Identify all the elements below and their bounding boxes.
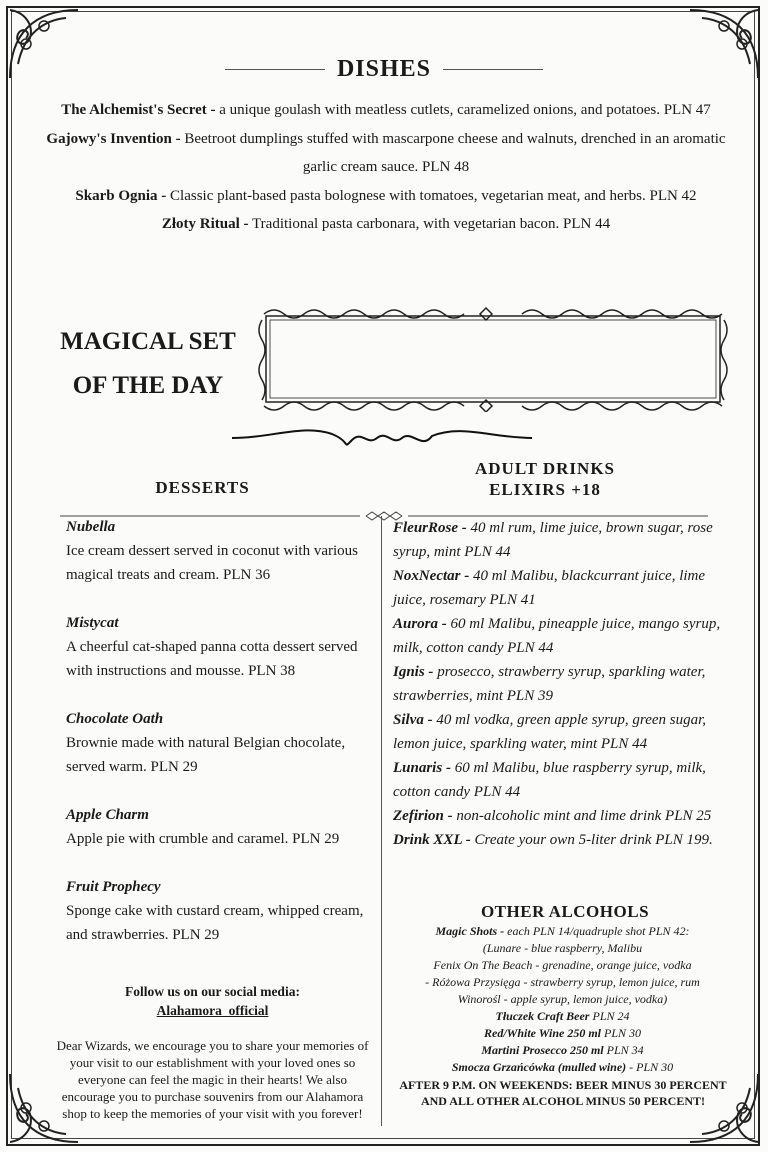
drink-desc: 40 ml rum, lime juice, brown sugar, rose syrup, mint PLN 44 xyxy=(393,520,713,560)
dessert-desc: Ice cream dessert served in coconut with various magical treats and cream. PLN 36 xyxy=(66,543,358,583)
dessert-item xyxy=(66,707,378,779)
dessert-name: Fruit Prophecy xyxy=(66,879,161,895)
drink-item xyxy=(393,804,723,828)
drink-item xyxy=(393,660,723,708)
dessert-item xyxy=(66,611,378,683)
dessert-item xyxy=(66,875,378,947)
alcohol-price: - PLN 30 xyxy=(629,1060,674,1074)
dish-desc: a unique goulash with meatless cutlets, caramelized onions, and potatoes. PLN 47 xyxy=(219,102,711,118)
magical-set-frame xyxy=(258,306,728,412)
magical-set-title xyxy=(50,320,246,408)
other-alcohols-heading: OTHER ALCOHOLS xyxy=(480,902,650,921)
dessert-desc: A cheerful cat-shaped panna cotta dessert served with instructions and mousse. PLN 38 xyxy=(66,639,358,679)
dessert-name: Mistycat xyxy=(66,615,119,631)
dish-item xyxy=(38,182,734,211)
desserts-list xyxy=(66,515,378,971)
drink-item xyxy=(393,828,723,852)
drink-item xyxy=(393,516,723,564)
alcohol-item xyxy=(390,1059,735,1076)
dessert-item xyxy=(66,515,378,587)
dish-desc: Beetroot dumplings stuffed with mascarpone cheese and walnuts, drenched in an aromatic garlic cream sauce. PLN 48 xyxy=(184,130,726,175)
dish-name: The Alchemist's Secret - xyxy=(61,102,216,118)
drink-item xyxy=(393,756,723,804)
column-divider xyxy=(381,516,382,1126)
social-media-block xyxy=(80,982,345,1020)
shots-line: Fenix On The Beach - grenadine, orange juice, vodka xyxy=(433,958,692,972)
alcohol-name: Tłuczek Craft Beer xyxy=(495,1009,590,1023)
drink-desc: 40 ml Malibu, blackcurrant juice, lime juice, rosemary PLN 41 xyxy=(393,568,706,608)
alcohol-name: Martini Prosecco 250 ml xyxy=(481,1043,604,1057)
drink-name: Aurora - xyxy=(393,616,447,632)
dish-item xyxy=(38,210,734,239)
dessert-item xyxy=(66,803,378,851)
shots-desc: each PLN 14/quadruple shot PLN 42: xyxy=(507,924,690,938)
alcohol-price: PLN 24 xyxy=(592,1009,630,1023)
alcohol-item xyxy=(390,1008,735,1025)
alcohol-item xyxy=(390,1025,735,1042)
dish-desc: Traditional pasta carbonara, with vegetarian bacon. PLN 44 xyxy=(252,216,611,232)
alcohol-name: Red/White Wine 250 ml xyxy=(483,1026,601,1040)
drink-item xyxy=(393,708,723,756)
shots-line: - Różowa Przysięga - strawberry syrup, lemon juice, rum xyxy=(425,975,700,989)
other-alcohols-list xyxy=(390,923,735,1076)
drink-desc: 60 ml Malibu, pineapple juice, mango syrup, milk, cotton candy PLN 44 xyxy=(393,616,721,656)
drinks-heading-line1: ADULT DRINKS xyxy=(474,459,615,478)
alcohol-item xyxy=(390,1042,735,1059)
drinks-list xyxy=(393,516,723,852)
drink-desc: Create your own 5-liter drink PLN 199. xyxy=(474,832,713,848)
dessert-desc: Brownie made with natural Belgian chocolate, served warm. PLN 29 xyxy=(66,735,346,775)
social-handle[interactable]: Alahamora_official xyxy=(156,1003,269,1018)
magical-set-line2: OF THE DAY xyxy=(72,372,224,399)
shots-line: Winorośl - apple syrup, lemon juice, vodka) xyxy=(457,992,668,1006)
dessert-name: Chocolate Oath xyxy=(66,711,164,727)
drink-name: Drink XXL - xyxy=(393,832,471,848)
dessert-name: Nubella xyxy=(66,519,116,535)
drink-name: Silva - xyxy=(393,712,433,728)
drink-item xyxy=(393,564,723,612)
dish-name: Złoty Ritual - xyxy=(161,216,249,232)
drinks-heading-line2: ELIXIRS +18 xyxy=(489,480,601,499)
dessert-desc: Apple pie with crumble and caramel. PLN 29 xyxy=(66,831,340,847)
drink-desc: prosecco, strawberry syrup, sparkling water, strawberries, mint PLN 39 xyxy=(393,664,706,704)
dessert-desc: Sponge cake with custard cream, whipped cream, and strawberries. PLN 29 xyxy=(66,903,364,943)
dish-desc: Classic plant-based pasta bolognese with tomatoes, vegetarian meat, and herbs. PLN 42 xyxy=(170,187,697,204)
swirl-divider-icon xyxy=(232,420,532,450)
dish-name: Skarb Ognia - xyxy=(75,187,167,204)
drink-desc: 60 ml Malibu, blue raspberry syrup, milk, cotton candy PLN 44 xyxy=(393,760,706,800)
dish-name: Gajowy's Invention - xyxy=(46,130,181,147)
drink-name: Zefirion - xyxy=(393,808,453,824)
drinks-heading xyxy=(430,458,660,500)
dish-item xyxy=(38,125,734,182)
wizards-note: Dear Wizards, we encourage you to share your memories of your visit to our establishment with your loved ones so everyone can feel the magic in their hearts! We also encourage you to purchase souvenirs from our Alahamora shop to keep the memories of your visit with you forever! xyxy=(56,1038,369,1121)
dishes-list xyxy=(38,96,734,239)
dishes-heading-row xyxy=(0,56,768,83)
dish-item xyxy=(38,96,734,125)
drink-name: FleurRose - xyxy=(393,520,467,536)
social-label: Follow us on our social media: xyxy=(125,984,300,999)
shots-line: (Lunare - blue raspberry, Malibu xyxy=(482,941,643,955)
drink-name: NoxNectar - xyxy=(393,568,470,584)
magical-set-line1: MAGICAL SET xyxy=(60,328,236,355)
weekend-promo: AFTER 9 P.M. ON WEEKENDS: BEER MINUS 30 PERCENT AND ALL OTHER ALCOHOL MINUS 50 PERCENT! xyxy=(399,1078,727,1108)
drink-name: Ignis - xyxy=(393,664,434,680)
desserts-heading: DESSERTS xyxy=(155,478,250,497)
alcohol-name: Smocza Grzańcówka (mulled wine) xyxy=(451,1060,627,1074)
drink-name: Lunaris - xyxy=(393,760,451,776)
heading-rule xyxy=(443,69,543,70)
dessert-name: Apple Charm xyxy=(66,807,149,823)
drink-desc: 40 ml vodka, green apple syrup, green sugar, lemon juice, sparkling water, mint PLN 44 xyxy=(393,712,707,752)
alcohol-price: PLN 34 xyxy=(606,1043,644,1057)
drink-desc: non-alcoholic mint and lime drink PLN 25 xyxy=(456,808,712,824)
heading-rule xyxy=(225,69,325,70)
dishes-heading: DISHES xyxy=(336,56,432,82)
alcohol-price: PLN 30 xyxy=(604,1026,642,1040)
drink-item xyxy=(393,612,723,660)
shots-name: Magic Shots - xyxy=(435,924,505,938)
shots-item xyxy=(390,923,735,940)
